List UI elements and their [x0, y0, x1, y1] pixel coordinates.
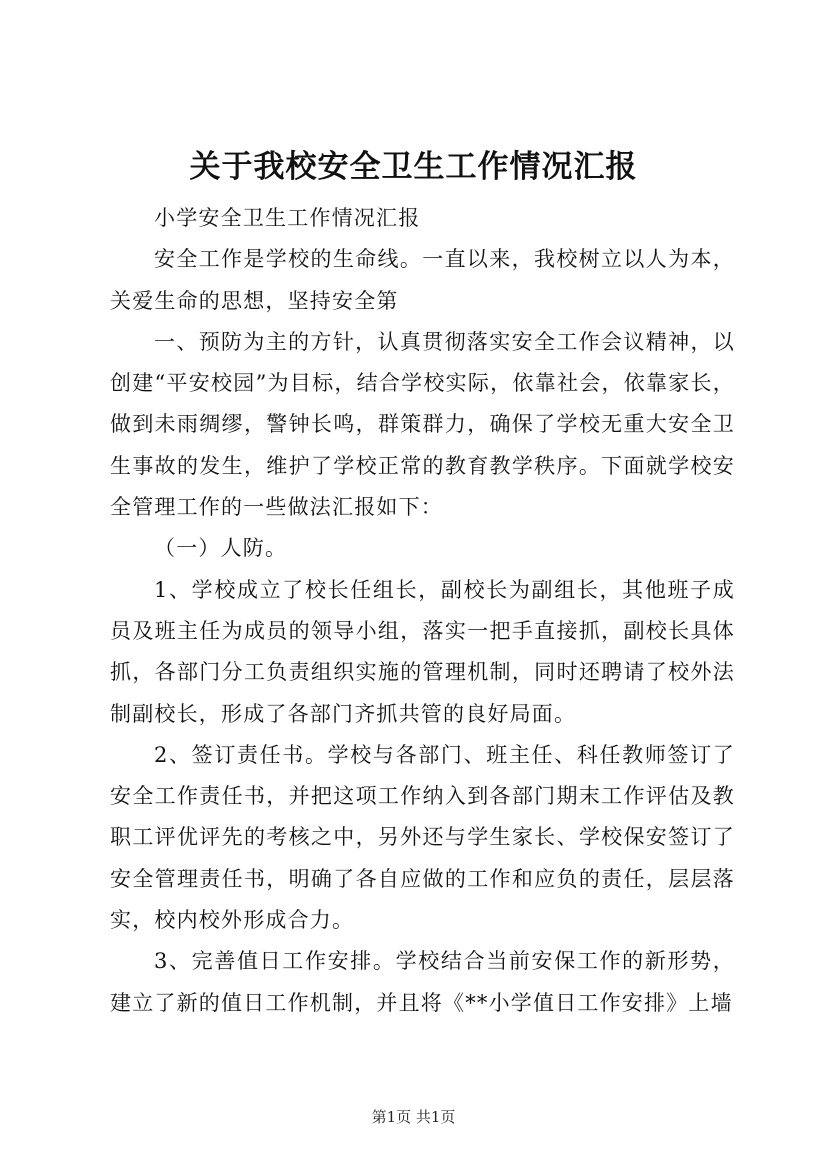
paragraph-item-1: 1、学校成立了校长任组长，副校长为副组长，其他班子成员及班主任为成员的领导小组，落实一把手直接抓，副校长具体抓，各部门分工负责组织实施的管理机制，同时还聘请了校外法制副校长，形成了各部门齐抓共管的良好局面。 [110, 577, 735, 726]
document-body [110, 198, 735, 1024]
paragraph-intro: 安全工作是学校的生命线。一直以来，我校树立以人为本，关爱生命的思想，坚持安全第 [110, 247, 735, 313]
paragraph-policy: 一、预防为主的方针，认真贯彻落实安全工作会议精神，以创建“平安校园”为目标，结合学校实际，依靠社会，依靠家长，做到未雨绸缪，警钟长鸣，群策群力，确保了学校无重大安全卫生事故的发生，维护了学校正常的教育教学秩序。下面就学校安全管理工作的一些做法汇报如下： [110, 329, 735, 520]
page-footer: 第1页 共1页 [371, 1108, 456, 1126]
paragraph-item-2: 2、签订责任书。学校与各部门、班主任、科任教师签订了安全工作责任书，并把这项工作纳入到各部门期末工作评估及教职工评优评先的考核之中，另外还与学生家长、学校保安签订了安全管理责任书，明确了各自应做的工作和应负的责任，层层落实，校内校外形成合力。 [110, 742, 735, 933]
paragraph-item-3: 3、完善值日工作安排。学校结合当前安保工作的新形势，建立了新的值日工作机制，并且将《**小学值日工作安排》上墙 [110, 949, 735, 1015]
section-heading-people-defense: （一）人防。 [154, 536, 288, 561]
document-title: 关于我校安全卫生工作情况汇报 [189, 149, 638, 185]
paragraph-subtitle: 小学安全卫生工作情况汇报 [154, 206, 421, 230]
